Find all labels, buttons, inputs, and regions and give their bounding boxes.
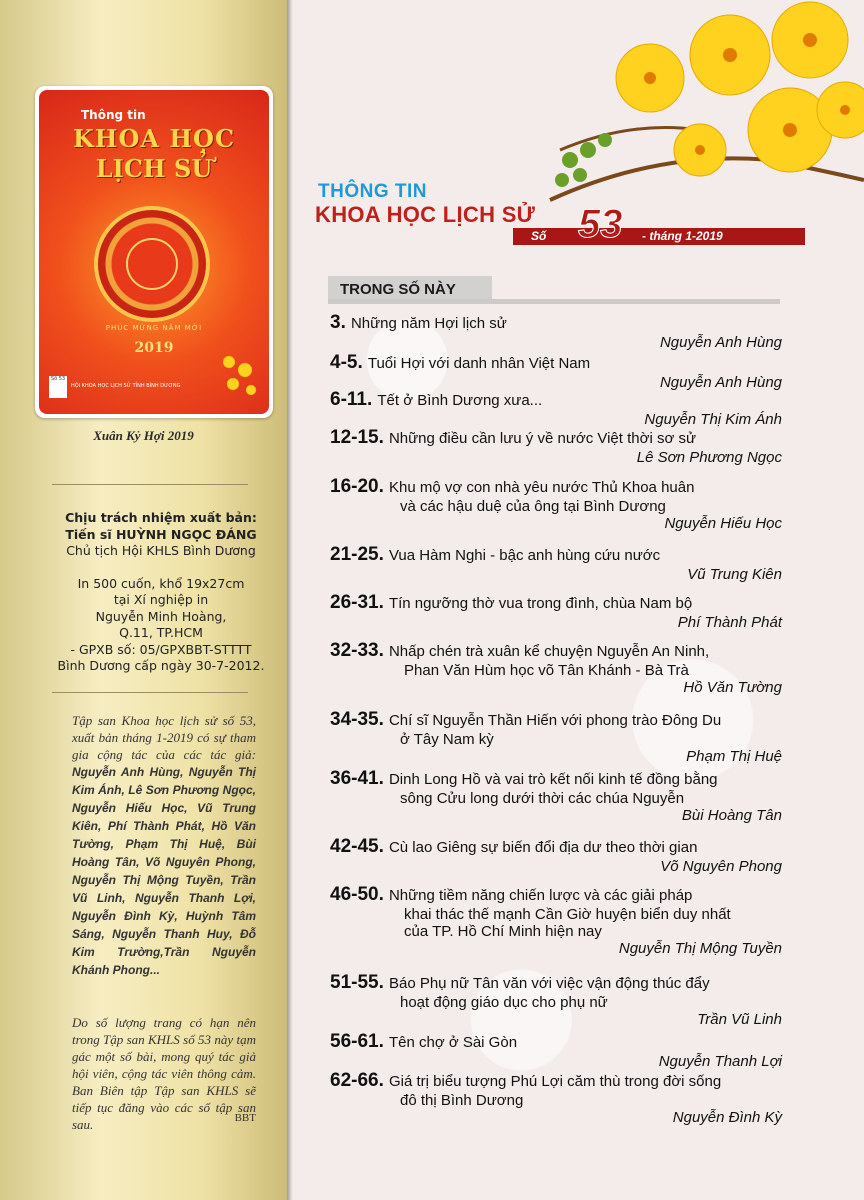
toc-entry[interactable] [330, 592, 782, 631]
toc-pages: 42-45. [330, 836, 384, 857]
toc-entry[interactable] [330, 544, 782, 583]
cover-year: 2019 [134, 340, 174, 356]
toc-pages: 16-20. [330, 476, 384, 497]
toc-title: Dinh Long Hồ và vai trò kết nối kinh tế đồng bằng [388, 771, 718, 788]
toc-entry[interactable] [330, 1070, 782, 1126]
publisher-heading: Chịu trách nhiệm xuất bản: [65, 510, 257, 525]
header-so-label: Số [531, 229, 547, 243]
toc-entry[interactable] [330, 389, 782, 428]
toc-heading: TRONG SỐ NÀY [328, 276, 492, 302]
toc-author: Nguyễn Anh Hùng [659, 374, 782, 391]
toc-title: Tuổi Hợi với danh nhân Việt Nam [367, 355, 591, 372]
print-line: tại Xí nghiệp in [113, 592, 209, 607]
toc-title-cont: và các hậu duệ của ông tại Bình Dương [400, 498, 666, 515]
toc-title: Nhấp chén trà xuân kể chuyện Nguyễn An Ninh, [388, 643, 710, 660]
divider [52, 484, 248, 485]
toc-entry[interactable] [330, 972, 782, 1028]
cover-greeting: PHÚC MỪNG NĂM MỚI [105, 324, 203, 332]
cover-org: HỘI KHOA HỌC LỊCH SỬ TỈNH BÌNH DƯƠNG [71, 383, 181, 389]
toc-pages: 26-31. [330, 592, 384, 613]
toc-title: Tên chợ ở Sài Gòn [388, 1034, 518, 1051]
toc-title-cont: sông Cửu long dưới thời các chúa Nguyễn [400, 790, 685, 807]
toc-author: Bùi Hoàng Tân [681, 807, 782, 824]
header-line2: KHOA HỌC LỊCH SỬ [315, 202, 536, 227]
toc-entry[interactable] [330, 312, 782, 351]
toc-pages: 3. [330, 312, 346, 333]
cover-title-line1: KHOA HỌC [72, 124, 236, 153]
toc-title: Vua Hàm Nghi - bậc anh hùng cứu nước [388, 547, 661, 564]
toc-author: Phạm Thị Huệ [686, 748, 782, 765]
toc-author: Nguyễn Thanh Lợi [658, 1053, 782, 1070]
apricot-blossom-icon [540, 0, 864, 230]
note-intro: Tập san Khoa học lịch sử số 53, xuất bản tháng 1-2019 có sự tham gia cộng tác của các tác giả: [72, 713, 256, 762]
toc-title: Tết ở Bình Dương xưa... [377, 392, 543, 409]
toc-author: Hồ Văn Tường [683, 679, 782, 696]
toc-author: Nguyễn Anh Hùng [659, 334, 782, 351]
contributors-note [72, 712, 256, 979]
toc-entry[interactable] [330, 768, 782, 824]
blossom-icon [215, 348, 261, 400]
print-line: In 500 cuốn, khổ 19x27cm [77, 575, 245, 591]
cover-title-small: Thông tin [81, 108, 146, 122]
toc-title-cont: của TP. Hồ Chí Minh hiện nay [404, 923, 602, 940]
cover-issue-badge: Số 53 [49, 376, 67, 398]
toc-author: Trần Vũ Linh [697, 1011, 782, 1028]
publisher-block [36, 510, 286, 675]
toc-entry[interactable] [330, 1031, 782, 1070]
toc-title: Báo Phụ nữ Tân văn với việc vận động thúc đẩy [388, 975, 710, 992]
toc-title: Những tiềm năng chiến lược và các giải pháp [388, 887, 693, 904]
publisher-role: Chủ tịch Hội KHLS Bình Dương [66, 543, 256, 558]
print-line: Bình Dương cấp ngày 30-7-2012. [57, 658, 265, 673]
pig-medallion-icon [94, 206, 210, 322]
toc-entry[interactable] [330, 884, 782, 957]
toc-entry[interactable] [330, 709, 782, 765]
toc-entry[interactable] [330, 352, 782, 391]
toc-rule [328, 299, 780, 304]
toc-title: Những điều cần lưu ý về nước Việt thời sơ sử [388, 430, 696, 447]
toc-entry[interactable] [330, 640, 782, 696]
cover-image [35, 86, 273, 418]
toc-title: Giá trị biểu tượng Phú Lợi căm thù trong đời sống [388, 1073, 722, 1090]
toc-author: Phí Thành Phát [677, 614, 782, 631]
toc-title: Những năm Hợi lịch sử [350, 315, 507, 332]
toc-pages: 4-5. [330, 352, 363, 373]
toc-pages: 12-15. [330, 427, 384, 448]
cover-caption: Xuân Kỷ Hợi 2019 [93, 428, 194, 443]
publisher-person: Tiến sĩ HUỲNH NGỌC ĐÁNG [65, 526, 257, 542]
header-line1: THÔNG TIN [318, 181, 427, 202]
print-line: Nguyễn Minh Hoàng, [95, 608, 227, 624]
toc-title-cont: Phan Văn Hùm học võ Tân Khánh - Bà Trà [404, 662, 689, 679]
apology-note: Do số lượng trang có hạn nên trong Tập san KHLS số 53 này tạm gác một số bài, mong quý tác giả hội viên, cộng tác viên thông cảm. Ban Biên tập Tập san KHLS sẽ tiếp tục đăng vào các số tập san sau. [72, 1015, 256, 1132]
toc-pages: 21-25. [330, 544, 384, 565]
toc-entry[interactable] [330, 427, 782, 466]
header-issue-number: 53 [578, 202, 623, 246]
toc-pages: 6-11. [330, 389, 373, 410]
toc-entry[interactable] [330, 476, 782, 532]
toc-title: Cù lao Giêng sự biến đổi địa dư theo thời gian [388, 839, 698, 856]
toc-title-cont: đô thị Bình Dương [400, 1092, 524, 1109]
toc-pages: 36-41. [330, 768, 384, 789]
toc-title-cont: khai thác thế mạnh Cần Giờ huyện biển duy nhất [404, 906, 731, 923]
toc-pages: 34-35. [330, 709, 384, 730]
toc-author: Nguyễn Đình Kỳ [672, 1109, 782, 1126]
note-sign: BBT [234, 1112, 256, 1124]
print-line: - GPXB số: 05/GPXBBT-STTTT [70, 641, 252, 657]
toc-author: Lê Sơn Phương Ngọc [636, 449, 782, 466]
toc-pages: 32-33. [330, 640, 384, 661]
cover-title-line2: LỊCH SỬ [95, 154, 213, 183]
toc-pages: 56-61. [330, 1031, 384, 1052]
toc-author: Nguyễn Thị Mộng Tuyền [618, 940, 782, 957]
toc-author: Võ Nguyên Phong [660, 858, 782, 875]
toc-entry[interactable] [330, 836, 782, 875]
toc-author: Nguyễn Hiếu Học [664, 515, 782, 532]
toc-pages: 51-55. [330, 972, 384, 993]
toc-author: Vũ Trung Kiên [687, 566, 782, 583]
header-month: - tháng 1-2019 [642, 229, 723, 243]
toc-title: Tín ngưỡng thờ vua trong đình, chùa Nam bộ [388, 595, 693, 612]
toc-title-cont: hoạt động giáo dục cho phụ nữ [400, 994, 608, 1011]
toc-title-cont: ở Tây Nam kỳ [400, 731, 494, 748]
toc-author: Nguyễn Thị Kim Ánh [644, 411, 782, 428]
toc-title: Khu mộ vợ con nhà yêu nước Thủ Khoa huân [388, 479, 695, 496]
toc-title: Chí sĩ Nguyễn Thần Hiến với phong trào Đông Du [388, 712, 722, 729]
toc-pages: 46-50. [330, 884, 384, 905]
divider [52, 692, 248, 693]
toc-pages: 62-66. [330, 1070, 384, 1091]
print-line: Q.11, TP.HCM [119, 625, 203, 640]
note-authors: Nguyễn Anh Hùng, Nguyễn Thị Kim Ánh, Lê Sơn Phương Ngọc, Nguyễn Hiếu Học, Vũ Trung Kiên, Phí Thành Phát, Hồ Văn Tường, Phạm Thị Huệ, Bùi Hoàng Tân, Võ Nguyên Phong, Nguyễn Thị Mộng Tuyền, Trần Vũ Linh, Nguyễn Thanh Lợi, Nguyễn Đình Kỳ, Huỳnh Tâm Sáng, Nguyễn Thanh Huy, Đỗ Kim Trường,Trần Nguyễn Khánh Phong... [72, 765, 256, 977]
